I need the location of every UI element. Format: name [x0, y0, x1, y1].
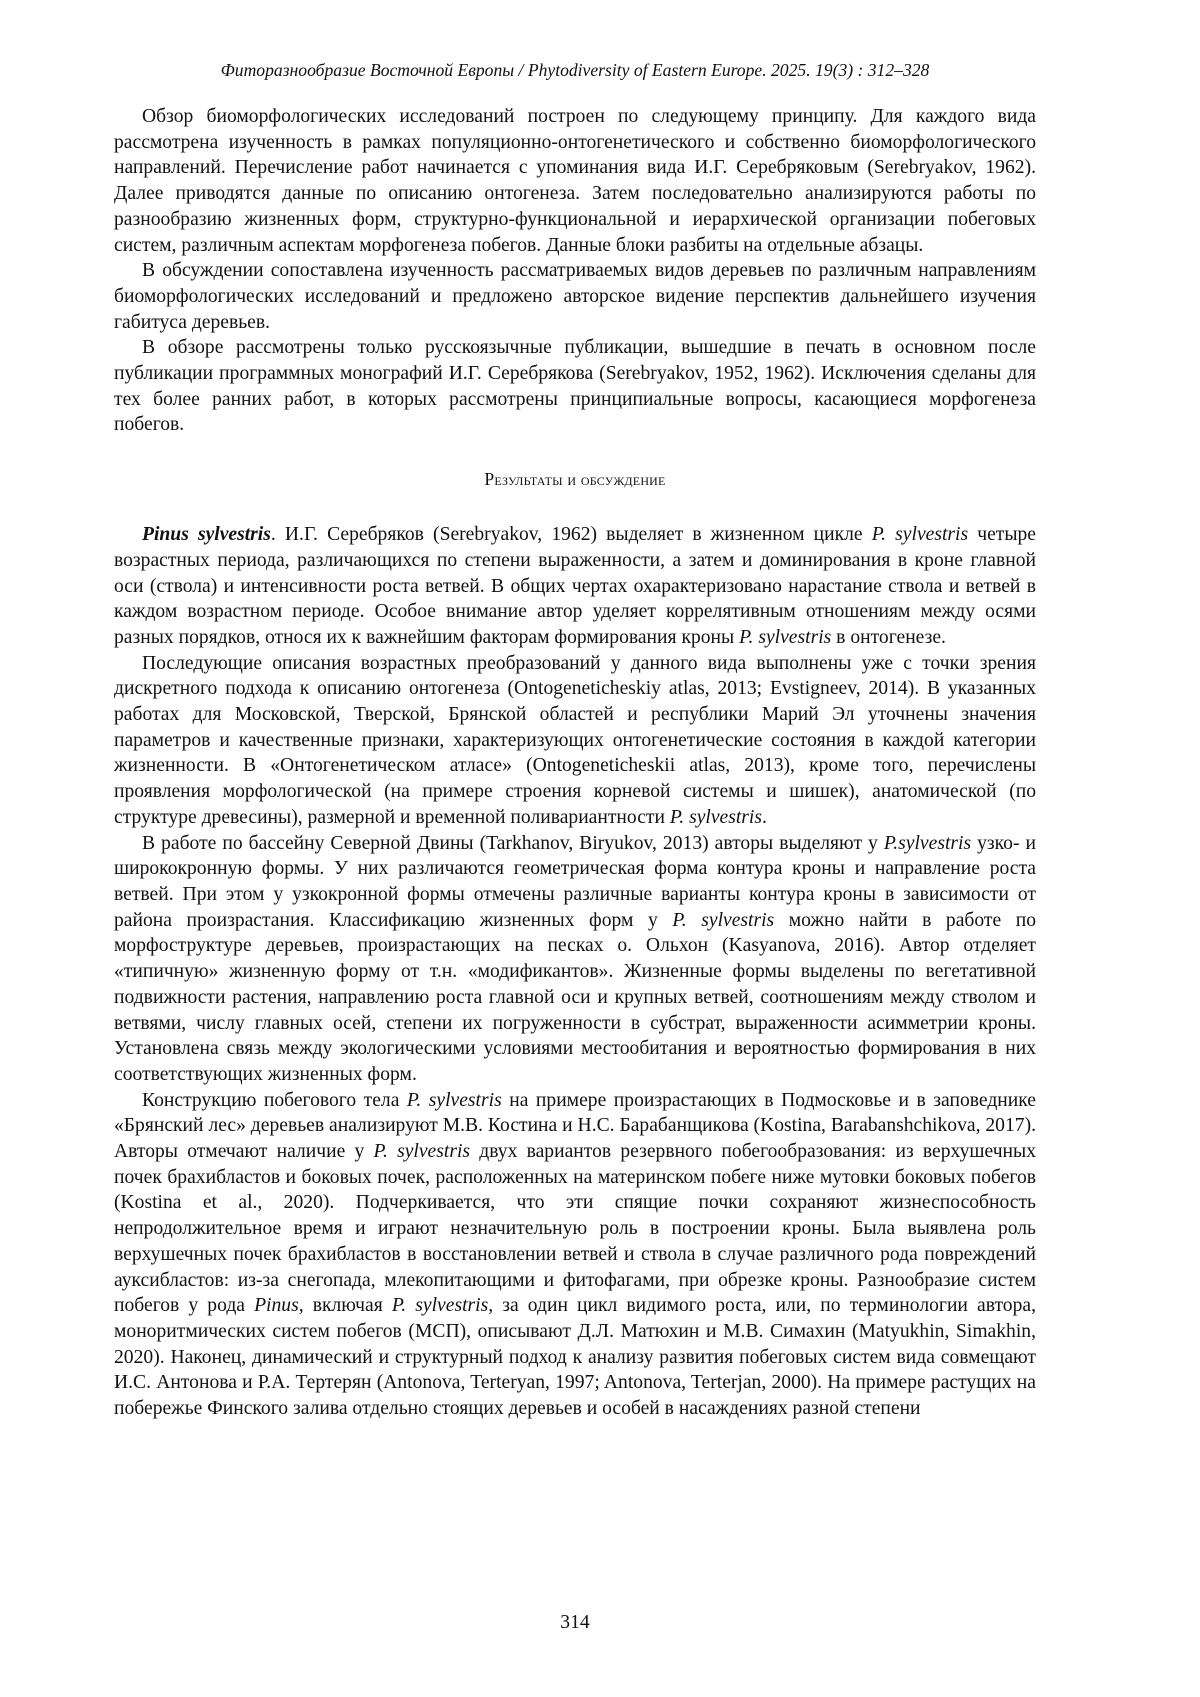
- page-number: 314: [114, 1611, 1036, 1635]
- results-paragraph-1: Pinus sylvestris. И.Г. Серебряков (Serebryakov, 1962) выделяет в жизненном цикле P. sylvestris четыре возрастных периода, различающихся по степени выраженности, а затем и доминирования в кроне главной оси (ствола) и интенсивности роста ветвей. В общих чертах охарактеризовано нарастание ствола и ветвей в каждом возрастном периоде. Особое внимание автор уделяет коррелятивным отношениям между осями разных порядков, относя их к важнейшим факторам формирования кроны P. sylvestris в онтогенезе.: [114, 522, 1036, 651]
- section-title: Результаты и обсуждение: [114, 467, 1036, 491]
- page: [114, 58, 1036, 1658]
- results-paragraph-3: В работе по бассейну Северной Двины (Tarkhanov, Biryukov, 2013) авторы выделяют у P.sylvestris узко- и ширококронную формы. У них различаются геометрическая форма контура кроны и направление роста ветвей. При этом у узкокронной формы отмечены различные варианты контура кроны в зависимости от района произрастания. Классификацию жизненных форм у P. sylvestris можно найти в работе по морфоструктуре деревьев, произрастающих на песках о. Ольхон (Kasyanova, 2016). Автор отделяет «типичную» жизненную форму от т.н. «модификантов». Жизненные формы выделены по вегетативной подвижности растения, направлению роста главной оси и крупных ветвей, соотношениям между стволом и ветвями, числу главных осей, степени их погруженности в субстрат, выраженности асимметрии кроны. Установлена связь между экологическими условиями местообитания и вероятностью формирования в них соответствующих жизненных форм.: [114, 831, 1036, 1088]
- results-paragraph-2: Последующие описания возрастных преобразований у данного вида выполнены уже с точки зрения дискретного подхода к описанию онтогенеза (Ontogeneticheskiy atlas, 2013; Evstigneev, 2014). В указанных работах для Московской, Тверской, Брянской областей и республики Марий Эл уточнены значения параметров и качественные признаки, характеризующих онтогенетические состояния в каждой категории жизненности. В «Онтогенетическом атласе» (Ontogeneticheskii atlas, 2013), кроме того, перечислены проявления морфологической (на примере строения корневой системы и шишек), анатомической (по структуре древесины), размерной и временной поливариантности P. sylvestris.: [114, 651, 1036, 831]
- species-name-heading: Pinus sylvestris: [142, 524, 271, 545]
- intro-paragraph-2: В обсуждении сопоставлена изученность рассматриваемых видов деревьев по различным направлениям биоморфологических исследований и предложено авторское видение перспектив дальнейшего изучения габитуса деревьев.: [114, 258, 1036, 335]
- results-paragraph-4: Конструкцию побегового тела P. sylvestris на примере произрастающих в Подмосковье и в заповеднике «Брянский лес» деревьев анализируют М.В. Костина и Н.С. Барабанщикова (Kostina, Barabanshchikova, 2017). Авторы отмечают наличие у P. sylvestris двух вариантов резервного побегообразования: из верхушечных почек брахибластов и боковых почек, расположенных на материнском побеге ниже мутовки боковых побегов (Kostina et al., 2020). Подчеркивается, что эти спящие почки сохраняют жизнеспособность непродолжительное время и играют незначительную роль в построении кроны. Была выявлена роль верхушечных почек брахибластов в восстановлении ветвей и ствола в случае различного рода повреждений ауксибластов: из-за снегопада, млекопитающими и фитофагами, при обрезке кроны. Разнообразие систем побегов у рода Pinus, включая P. sylvestris, за один цикл видимого роста, или, по терминологии автора, моноритмических систем побегов (МСП), описывают Д.Л. Матюхин и М.В. Симахин (Matyukhin, Simakhin, 2020). Наконец, динамический и структурный подход к анализу развития побеговых систем вида совмещают И.С. Антонова и Р.А. Тертерян (Antonova, Terteryan, 1997; Antonova, Terterjan, 2000). На примере растущих на побережье Финского залива отдельно стоящих деревьев и особей в насаждениях разной степени: [114, 1088, 1036, 1422]
- running-head: Фиторазнообразие Восточной Европы / Phytodiversity of Eastern Europe. 2025. 19(3) : 312–328: [114, 58, 1036, 82]
- intro-paragraph-1: Обзор биоморфологических исследований построен по следующему принципу. Для каждого вида рассмотрена изученность в рамках популяционно-онтогенетического и собственно биоморфологического направлений. Перечисление работ начинается с упоминания вида И.Г. Серебряковым (Serebryakov, 1962). Далее приводятся данные по описанию онтогенеза. Затем последовательно анализируются работы по разнообразию жизненных форм, структурно-функциональной и иерархической организации побеговых систем, различным аспектам морфогенеза побегов. Данные блоки разбиты на отдельные абзацы.: [114, 104, 1036, 258]
- intro-paragraph-3: В обзоре рассмотрены только русскоязычные публикации, вышедшие в печать в основном после публикации программных монографий И.Г. Серебрякова (Serebryakov, 1952, 1962). Исключения сделаны для тех более ранних работ, в которых рассмотрены принципиальные вопросы, касающиеся морфогенеза побегов.: [114, 335, 1036, 438]
